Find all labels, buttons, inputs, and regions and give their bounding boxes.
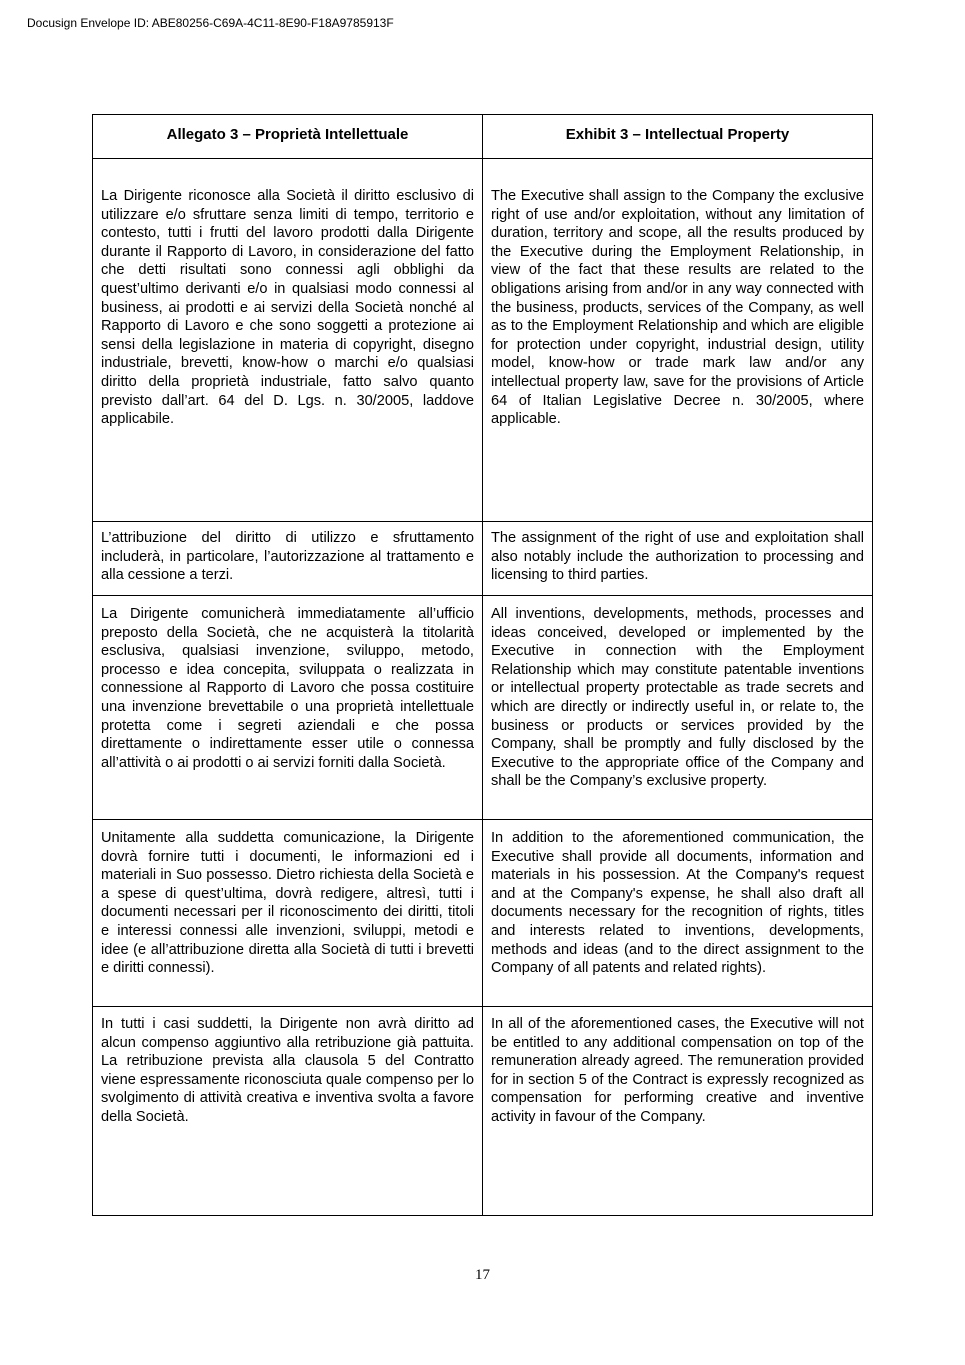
bilingual-clause-table (92, 114, 873, 1216)
page-number: 17 (475, 1267, 490, 1283)
clause-english: In addition to the aforementioned communication, the Executive shall provide all documents, information and materials in his possession. At the Company's request and at the Company's expense, he shall also draft all documents necessary for the recognition of rights, titles and interests related to inventions, developments, methods and ideas (and to the direct assignment to the Company of all patents and related rights). (483, 820, 873, 1007)
table-row (93, 596, 873, 820)
table-row (93, 820, 873, 1007)
header-italian: Allegato 3 – Proprietà Intellettuale (93, 115, 483, 159)
table-header-row (93, 115, 873, 159)
clause-english: The assignment of the right of use and exploitation shall also notably include the authorization to processing and licensing to third parties. (483, 522, 873, 596)
table-row (93, 159, 873, 522)
clause-english: The Executive shall assign to the Company the exclusive right of use and/or exploitation, without any limitation of duration, territory and scope, all the results produced by the Executive during the Employment Relationship, in view of the fact that these results are related to the obligations arising from and/or in any way connected with the business, products, services of the Company, as well as to the Employment Relationship and which are eligible for protection under copyright, industrial design, utility model, know-how or trade mark law and/or any intellectual property law, save for the provisions of Article 64 of Italian Legislative Decree n. 30/2005, where applicable. (483, 159, 873, 522)
clause-italian: L’attribuzione del diritto di utilizzo e sfruttamento includerà, in particolare, l’autorizzazione al trattamento e alla cessione a terzi. (93, 522, 483, 596)
docusign-envelope-id: Docusign Envelope ID: ABE80256-C69A-4C11-8E90-F18A9785913F (27, 16, 394, 30)
clause-italian: Unitamente alla suddetta comunicazione, la Dirigente dovrà fornire tutti i documenti, le informazioni ed i materiali in Suo possesso. Dietro richiesta della Società e a spese di quest’ultima, dovrà redigere, altresì, tutti i documenti necessari per il riconoscimento dei diritti, titoli e interessi connessi alle invenzioni, sviluppi, metodi e idee (e all’attribuzione diretta alla Società di tutti i brevetti e diritti connessi). (93, 820, 483, 1007)
table-row (93, 1007, 873, 1216)
clause-italian: In tutti i casi suddetti, la Dirigente non avrà diritto ad alcun compenso aggiuntivo alla retribuzione già pattuita. La retribuzione prevista alla clausola 5 del Contratto viene espressamente riconosciuta quale compenso per lo svolgimento di attività creativa e inventiva svolta a favore della Società. (93, 1007, 483, 1216)
clause-english: All inventions, developments, methods, processes and ideas conceived, developed or implemented by the Executive in connection with the Employment Relationship which may constitute patentable inventions or intellectual property protectable as trade secrets and which are directly or indirectly useful in, or relate to, the business or products or services provided by the Company, shall be promptly and fully disclosed by the Executive to the appropriate office of the Company and shall be the Company’s exclusive property. (483, 596, 873, 820)
clause-italian: La Dirigente riconosce alla Società il diritto esclusivo di utilizzare e/o sfruttare senza limiti di tempo, territorio e contesto, tutti i frutti del lavoro prodotti dalla Dirigente durante il Rapporto di Lavoro, in considerazione del fatto che detti risultati sono connessi agli obblighi da quest’ultimo derivanti e/o in qualsiasi modo connessi al business, ai prodotti e ai servizi della Società nonché al Rapporto di Lavoro e che sono soggetti a protezione ai sensi della legislazione in materia di copyright, disegno industriale, brevetti, know-how o marchi e/o qualsiasi diritto della proprietà industriale, fatto salvo quanto previsto dall’art. 64 del D. Lgs. n. 30/2005, laddove applicabile. (93, 159, 483, 522)
header-english: Exhibit 3 – Intellectual Property (483, 115, 873, 159)
table-row (93, 522, 873, 596)
clause-english: In all of the aforementioned cases, the Executive will not be entitled to any additional compensation on top of the remuneration already agreed. The remuneration provided for in section 5 of the Contract is expressly recognized as compensation for performing creative and inventive activity in favour of the Company. (483, 1007, 873, 1216)
clause-italian: La Dirigente comunicherà immediatamente all’ufficio preposto della Società, che ne acquisterà la titolarità esclusiva, qualsiasi invenzione, sviluppo, metodo, processo e idea concepita, sviluppata o realizzata in connessione al Rapporto di Lavoro che possa costituire una invenzione brevettabile o una proprietà intellettuale protetta come i segreti aziendali e che possa direttamente o indirettamente esser utile o connessa all’attività o ai prodotti o ai servizi forniti dalla Società. (93, 596, 483, 820)
